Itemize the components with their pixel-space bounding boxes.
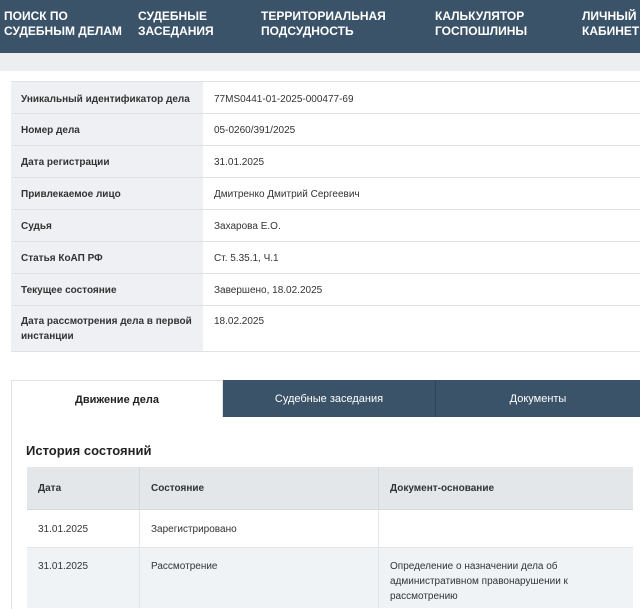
case-info-row bbox=[11, 306, 640, 352]
history-header-row bbox=[27, 467, 633, 510]
case-info-value: 77MS0441-01-2025-000477-69 bbox=[214, 94, 354, 105]
header-divider bbox=[0, 53, 640, 71]
case-info-key: Уникальный идентификатор дела bbox=[11, 82, 203, 113]
cell-document bbox=[379, 510, 633, 547]
case-info-row bbox=[11, 82, 640, 114]
cell-document: Определение о назначении дела об административном правонарушении к рассмотрению bbox=[390, 561, 568, 602]
case-info-row bbox=[11, 274, 640, 306]
case-info-value: 31.01.2025 bbox=[214, 157, 265, 168]
table-row bbox=[27, 510, 633, 548]
case-tabs bbox=[11, 380, 640, 418]
nav-court-sessions[interactable]: СУДЕБНЫЕ ЗАСЕДАНИЯ bbox=[138, 9, 214, 38]
case-info-key: Дата рассмотрения дела в первой инстанции bbox=[11, 306, 203, 351]
case-info-value: Завершено, 18.02.2025 bbox=[214, 285, 323, 296]
case-info-value: Захарова Е.О. bbox=[214, 221, 281, 232]
cell-date: 31.01.2025 bbox=[27, 548, 140, 608]
history-table bbox=[27, 467, 633, 608]
case-info-table bbox=[11, 81, 640, 352]
case-info-value: Ст. 5.35.1, Ч.1 bbox=[214, 253, 279, 264]
column-header-document: Документ-основание bbox=[390, 482, 495, 494]
history-title: История состояний bbox=[26, 443, 152, 458]
case-info-key: Номер дела bbox=[11, 114, 203, 145]
column-header-date: Дата bbox=[27, 467, 140, 509]
case-info-value: 18.02.2025 bbox=[214, 316, 265, 327]
case-info-key: Дата регистрации bbox=[11, 146, 203, 177]
column-header-state: Состояние bbox=[140, 467, 379, 509]
nav-search-cases[interactable]: ПОИСК ПО СУДЕБНЫМ ДЕЛАМ bbox=[4, 9, 122, 38]
cell-state: Рассмотрение bbox=[140, 548, 379, 608]
tab-documents[interactable]: Документы bbox=[435, 380, 640, 418]
cell-date: 31.01.2025 bbox=[27, 510, 140, 547]
nav-fee-calculator[interactable]: КАЛЬКУЛЯТОР ГОСПОШЛИНЫ bbox=[435, 9, 528, 38]
case-info-row bbox=[11, 146, 640, 178]
case-info-row bbox=[11, 242, 640, 274]
nav-personal-account[interactable]: ЛИЧНЫЙ КАБИНЕТ bbox=[582, 9, 640, 38]
table-row bbox=[27, 548, 633, 608]
top-navigation bbox=[0, 0, 640, 53]
case-info-value: Дмитренко Дмитрий Сергеевич bbox=[214, 189, 360, 200]
nav-territorial-jurisdiction[interactable]: ТЕРРИТОРИАЛЬНАЯ ПОДСУДНОСТЬ bbox=[261, 9, 386, 38]
tab-court-sessions[interactable]: Судебные заседания bbox=[223, 380, 435, 418]
case-info-key: Статья КоАП РФ bbox=[11, 242, 203, 273]
case-info-row bbox=[11, 178, 640, 210]
case-info-row bbox=[11, 210, 640, 242]
tab-case-movement[interactable]: Движение дела bbox=[11, 380, 223, 418]
cell-state: Зарегистрировано bbox=[140, 510, 379, 547]
case-info-key: Текущее состояние bbox=[11, 274, 203, 305]
case-info-key: Привлекаемое лицо bbox=[11, 178, 203, 209]
case-info-row bbox=[11, 114, 640, 146]
case-info-key: Судья bbox=[11, 210, 203, 241]
case-info-value: 05-0260/391/2025 bbox=[214, 125, 296, 136]
